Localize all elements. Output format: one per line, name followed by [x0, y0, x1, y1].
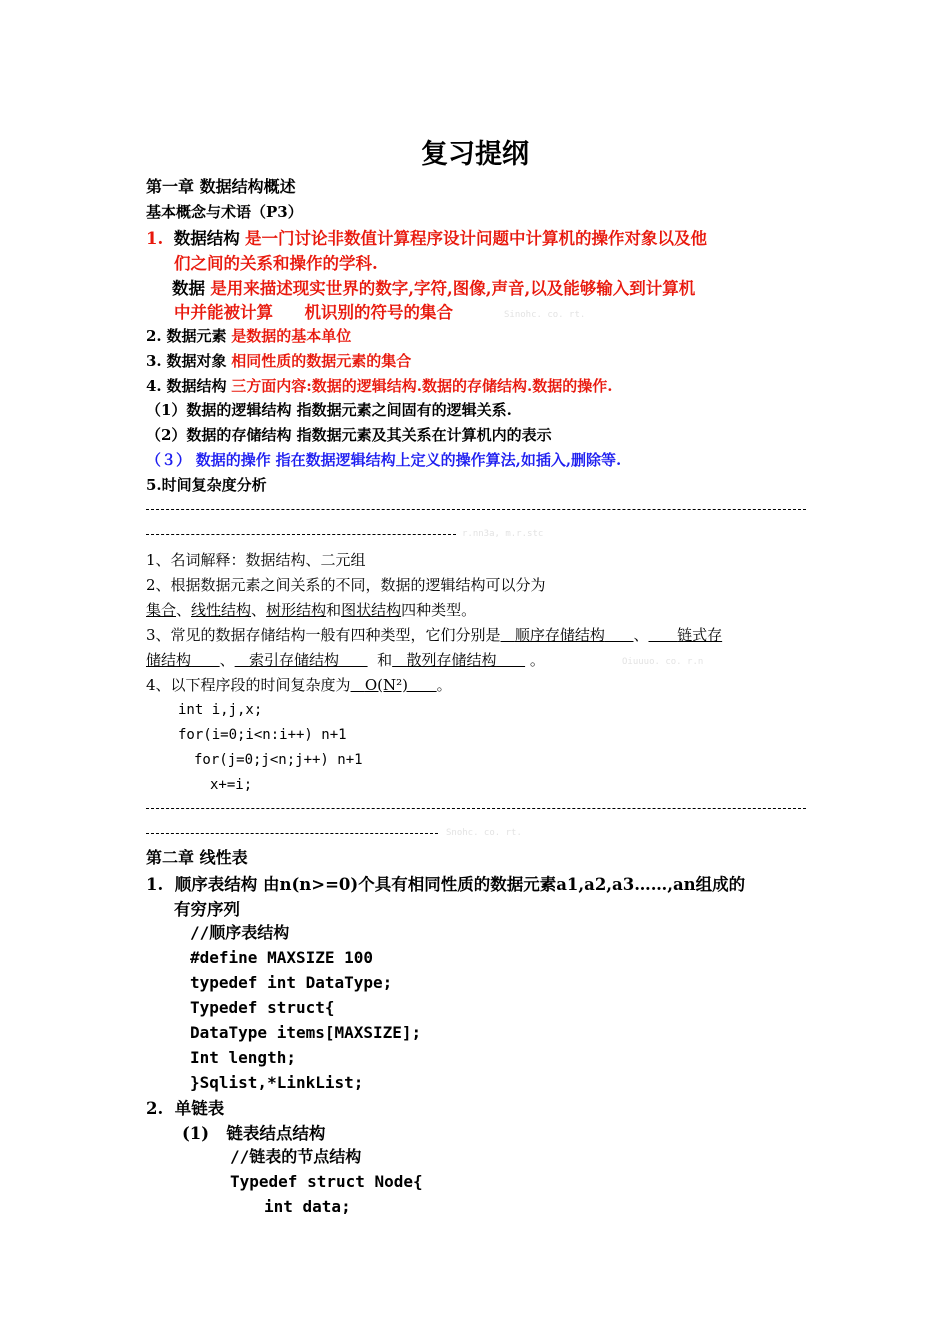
sentence-end: 四种类型。 [401, 601, 477, 619]
term: 数据结构 [173, 229, 240, 248]
term: 数据元素 [166, 327, 227, 345]
chapter2-heading: 第二章 线性表 [146, 848, 248, 867]
separator: 、 [176, 601, 192, 619]
definition-text: 机识别的符号的集合 [304, 303, 453, 322]
term: 数据结构 [166, 377, 227, 395]
answer: 散列存储结构 [406, 651, 497, 669]
item-number: 2. [146, 327, 162, 345]
code-line: Int length; [190, 1048, 296, 1067]
exercise-q4 [146, 674, 452, 696]
definition-data-element [146, 325, 351, 347]
exercise-q2: 2、根据数据元素之间关系的不同，数据的逻辑结构可以分为 [146, 576, 546, 594]
separator: 、 [251, 601, 267, 619]
answer: 索引存储结构 [248, 651, 339, 669]
question-text: 4、以下程序段的时间复杂度为 [146, 676, 351, 694]
answer: 图状结构 [341, 601, 402, 619]
singly-linked-list-heading [146, 1096, 224, 1121]
dashed-divider [146, 833, 438, 834]
answer: O(N²) [364, 676, 408, 694]
item-number: 1. [146, 875, 164, 894]
logical-structure-line: （1）数据的逻辑结构 指数据元素之间固有的逻辑关系. [146, 401, 512, 419]
term: 链表结点结构 [226, 1124, 326, 1143]
code-line: }Sqlist,*LinkList; [190, 1073, 364, 1092]
term: 数据的操作 [195, 451, 271, 469]
sentence-end: 。 [529, 651, 545, 669]
separator: 、 [219, 651, 235, 669]
dashed-divider [146, 509, 806, 510]
watermark: Snohc. co. rt. [446, 828, 522, 838]
answer: 储结构 [146, 651, 192, 669]
code-line: typedef int DataType; [190, 973, 393, 992]
code-line: //顺序表结构 [190, 923, 290, 942]
term: 数据 [172, 279, 205, 298]
item-number: 2. [146, 1099, 164, 1118]
item-number: 4. [146, 377, 162, 395]
code-line: int data; [264, 1197, 351, 1216]
exercise-q2-answer [146, 599, 476, 621]
answer-blank [649, 626, 723, 644]
item-number: (1) [182, 1124, 210, 1143]
exercise-q1: 1、名词解释：数据结构、二元组 [146, 551, 366, 569]
watermark: Oiuuuo. co. r.n [622, 657, 704, 667]
dashed-divider [146, 534, 456, 535]
definition-text: 是用来描述现实世界的数字,字符,图像,声音,以及能够输入到计算机 [210, 279, 696, 298]
answer: 树形结构 [266, 601, 327, 619]
sequential-list-definition-cont: 有穷序列 [174, 900, 240, 919]
definition-text: 相同性质的数据元素的集合 [231, 352, 412, 370]
definition-text: 是数据的基本单位 [231, 327, 352, 345]
exercise-q3 [146, 624, 722, 646]
question-text: 3、常见的数据存储结构一般有四种类型，它们分别是 [146, 626, 501, 644]
code-line: Typedef struct{ [190, 998, 335, 1017]
exercise-q3-cont [146, 649, 545, 671]
sentence-end: 。 [436, 676, 452, 694]
code-line: int i,j,x; [178, 702, 263, 718]
term: 顺序表结构 [174, 875, 258, 894]
watermark: Sinohc. co. rt. [504, 310, 586, 320]
definition-text: 中并能被计算 [174, 303, 273, 322]
code-line: for(j=0;j<n;j++) n+1 [194, 752, 363, 768]
item-number: 1. [146, 229, 164, 248]
definition-data-cont [174, 300, 453, 325]
definition-data-structure [146, 226, 707, 251]
separator: 、 [633, 626, 649, 644]
answer: 顺序存储结构 [514, 626, 605, 644]
chapter1-subheading: 基本概念与术语（P3） [146, 203, 303, 221]
answer-blank [392, 651, 525, 669]
item-number: （３） [146, 451, 192, 469]
node-structure-heading [182, 1121, 325, 1146]
item-number: 3. [146, 352, 162, 370]
term: 数据对象 [166, 352, 227, 370]
answer: 线性结构 [191, 601, 252, 619]
definition-text: 是一门讨论非数值计算程序设计问题中计算机的操作对象以及他 [244, 229, 707, 248]
separator: 和 [326, 601, 342, 619]
complexity-heading: 5.时间复杂度分析 [146, 476, 267, 494]
term: 单链表 [174, 1099, 225, 1118]
dashed-divider [146, 808, 806, 809]
code-line: //链表的节点结构 [230, 1147, 362, 1166]
answer-blank [146, 651, 220, 669]
definition-text: 指在数据逻辑结构上定义的操作算法,如插入,删除等. [275, 451, 622, 469]
definition-text: 三方面内容:数据的逻辑结构.数据的存储结构.数据的操作. [231, 377, 613, 395]
separator: 和 [377, 651, 393, 669]
definition-data-object [146, 350, 411, 372]
sequential-list-definition [146, 872, 745, 897]
code-line: #define MAXSIZE 100 [190, 948, 374, 967]
answer-blank [351, 676, 437, 694]
answer: 链式存 [677, 626, 723, 644]
definition-data [172, 276, 695, 301]
chapter1-heading: 第一章 数据结构概述 [146, 177, 296, 196]
definition-structure-aspects [146, 375, 612, 397]
operation-line [146, 449, 621, 471]
page-title: 复习提纲 [421, 139, 529, 170]
definition-text: 由n(n>=0)个具有相同性质的数据元素a1,a2,a3……,an组成的 [262, 875, 746, 894]
watermark: r.nn3a, m.r.stc [462, 529, 544, 539]
code-line: for(i=0;i<n:i++) n+1 [178, 727, 347, 743]
code-line: DataType items[MAXSIZE]; [190, 1023, 422, 1042]
answer-blank [235, 651, 368, 669]
code-line: Typedef struct Node{ [230, 1172, 423, 1191]
answer-blank [501, 626, 634, 644]
code-line: x+=i; [210, 777, 253, 793]
definition-data-structure-cont: 们之间的关系和操作的学科. [174, 254, 378, 273]
storage-structure-line: （2）数据的存储结构 指数据元素及其关系在计算机内的表示 [146, 426, 552, 444]
answer: 集合 [146, 601, 177, 619]
